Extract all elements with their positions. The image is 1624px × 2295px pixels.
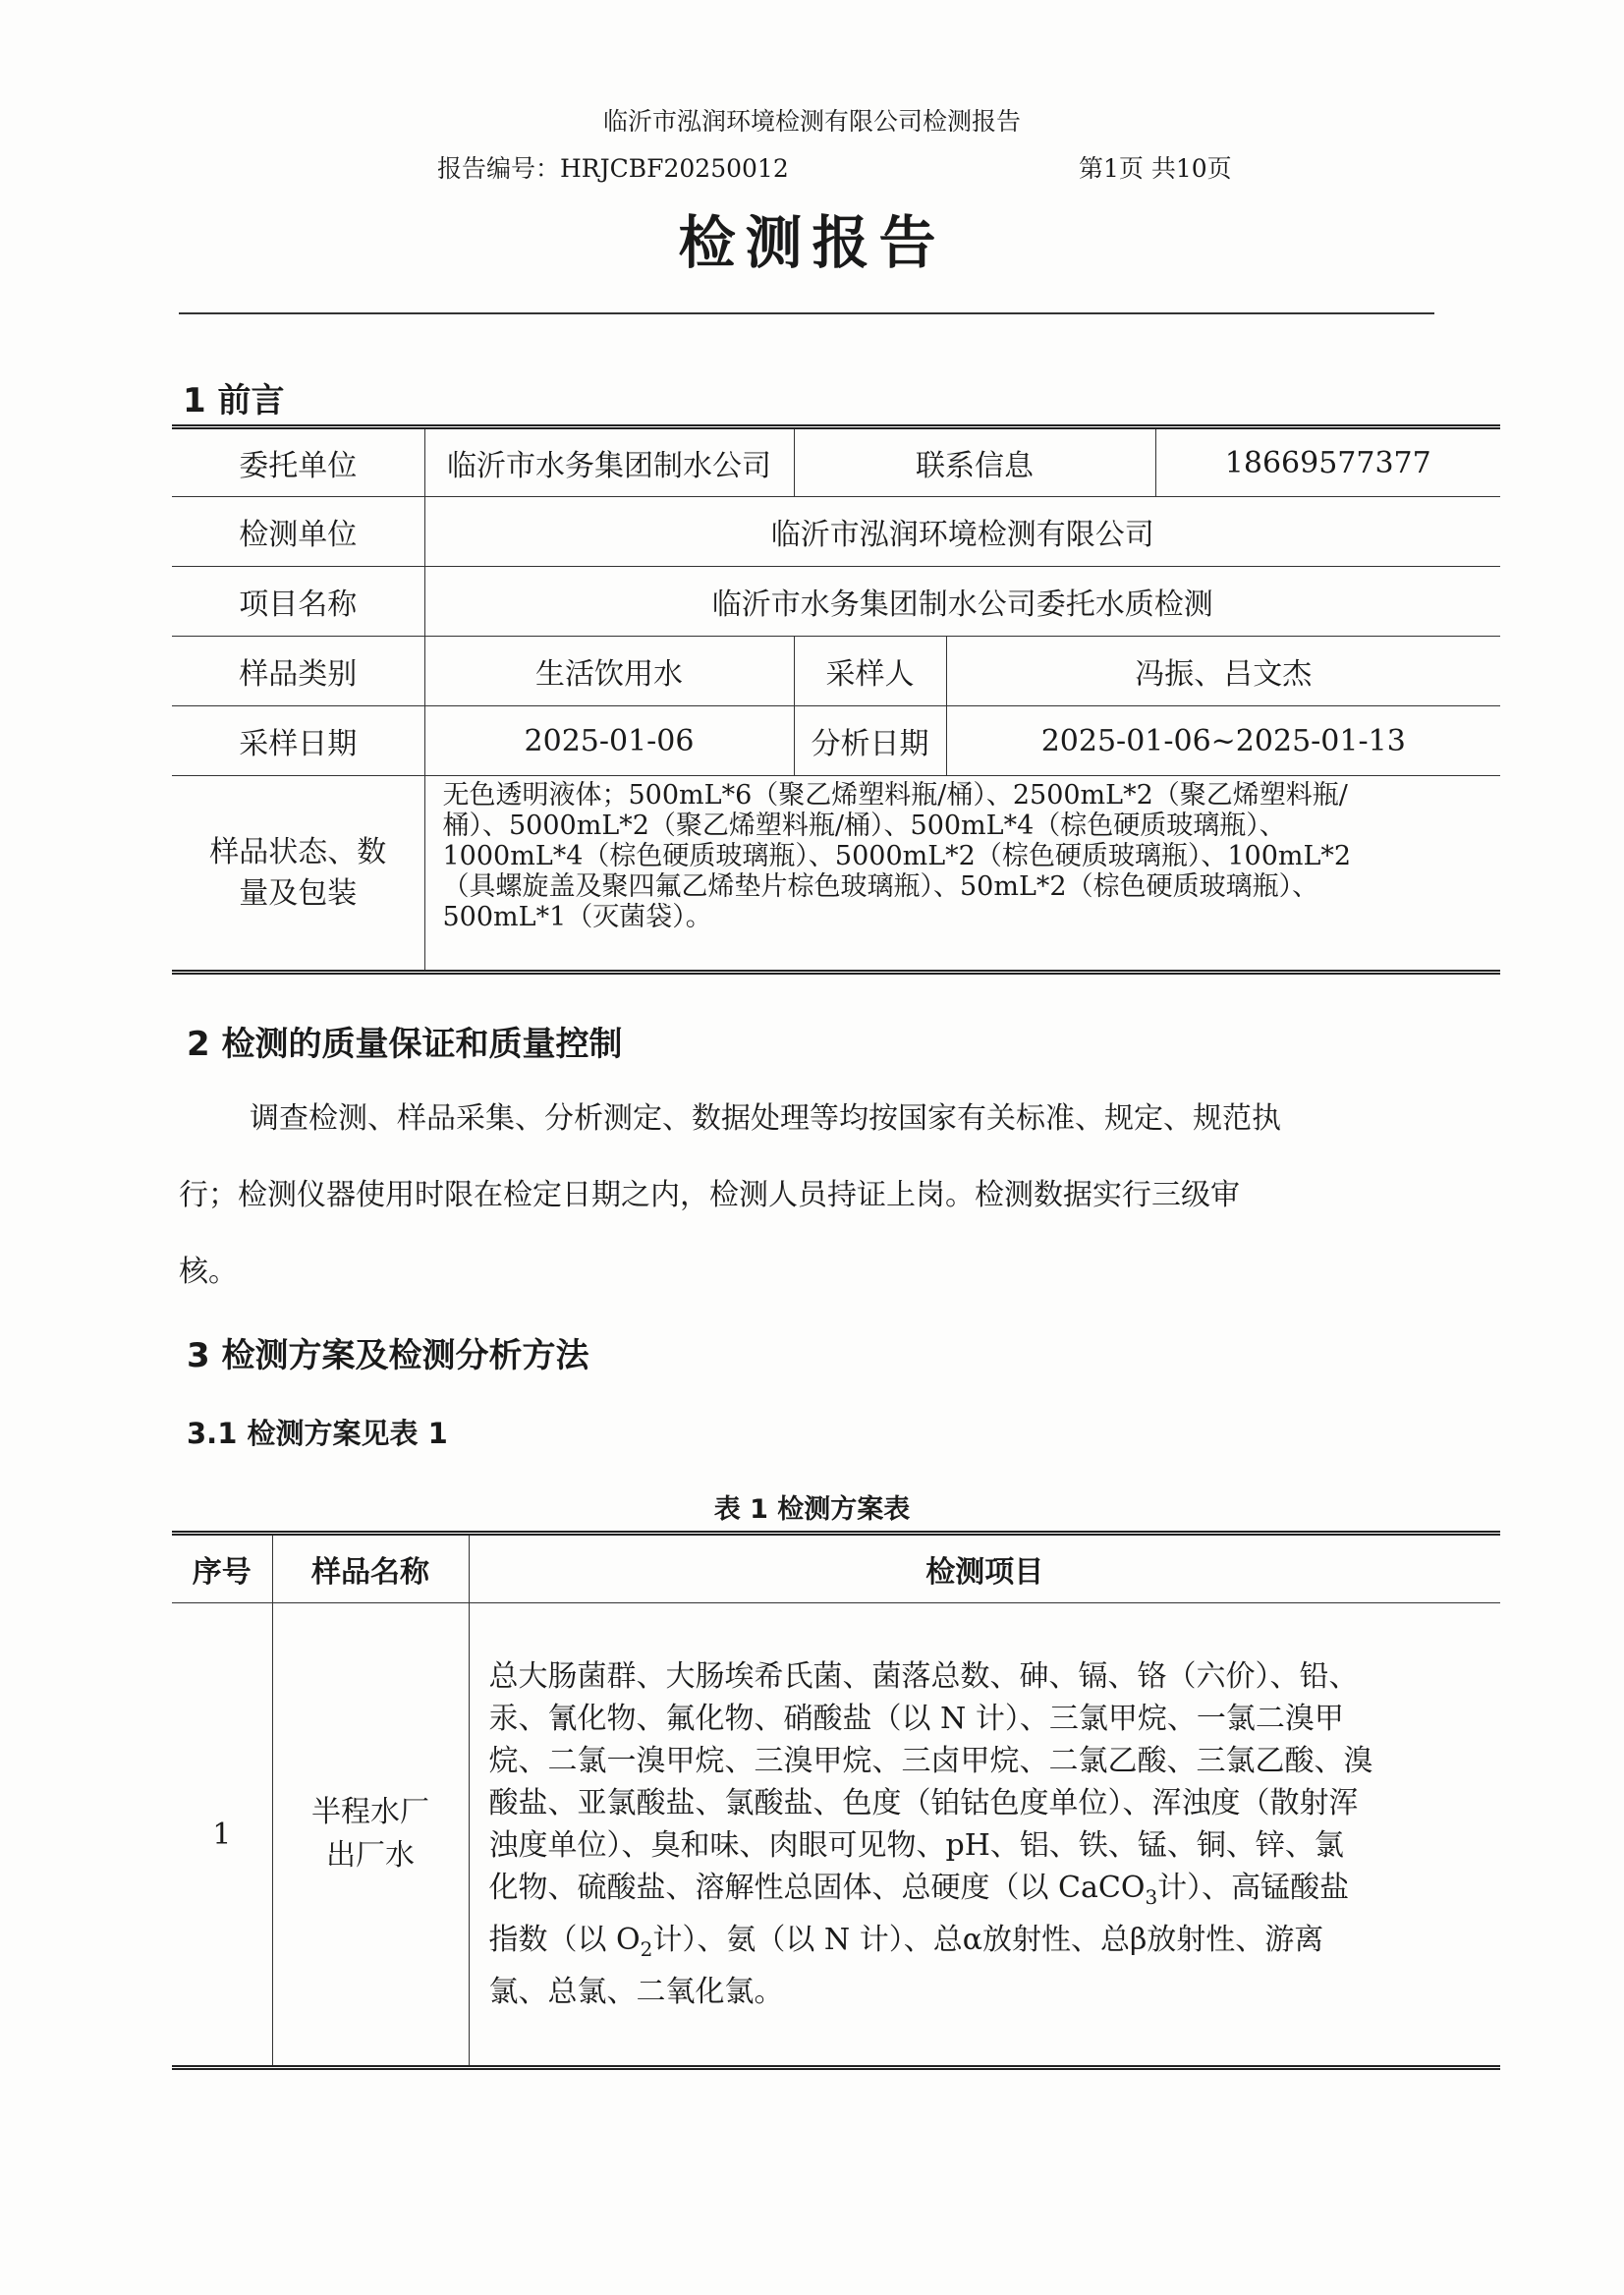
items-text: 计）、高锰酸盐 <box>1157 1871 1350 1905</box>
page-title: 检测报告 <box>678 209 946 276</box>
contact-value: 18669577377 <box>1155 427 1500 497</box>
sample-state-line: （具螺旋盖及聚四氟乙烯垫片棕色玻璃瓶）、50mL*2（棕色硬质玻璃瓶）、 <box>442 871 1319 902</box>
sample-name-line: 半程水厂 <box>311 1795 429 1829</box>
paragraph-line: 调查检测、样品采集、分析测定、数据处理等均按国家有关标准、规定、规范执 <box>250 1101 1281 1136</box>
table-row <box>172 1603 1500 2068</box>
contact-label: 联系信息 <box>794 427 1155 497</box>
sample-type-value: 生活饮用水 <box>424 637 794 706</box>
items-text: 化物、硫酸盐、溶解性总固体、总硬度（以 CaCO <box>488 1871 1146 1905</box>
project-value: 临沂市水务集团制水公司委托水质检测 <box>424 567 1500 637</box>
sample-state-line: 无色透明液体；500mL*6（聚乙烯塑料瓶/桶）、2500mL*2（聚乙烯塑料瓶/ <box>442 780 1348 811</box>
sample-type-label: 样品类别 <box>172 637 424 706</box>
col-header-items: 检测项目 <box>469 1534 1500 1603</box>
table-row <box>172 637 1500 706</box>
sample-state-line: 桶）、5000mL*2（聚乙烯塑料瓶/桶）、500mL*4（棕色硬质玻璃瓶）、 <box>442 811 1286 841</box>
subscript: 2 <box>640 1937 653 1961</box>
table-row <box>172 706 1500 776</box>
items-line: 浊度单位）、臭和味、肉眼可见物、pH、铝、铁、锰、铜、锌、氯 <box>488 1828 1344 1863</box>
sampling-date-value: 2025-01-06 <box>424 706 794 776</box>
sample-state-label <box>172 776 424 973</box>
page-number: 第1页 共10页 <box>1079 154 1232 183</box>
paragraph-line: 核。 <box>179 1255 238 1289</box>
table-row <box>172 776 1500 973</box>
paragraph-line: 行；检测仪器使用时限在检定日期之内，检测人员持证上岗。检测数据实行三级审 <box>179 1178 1240 1212</box>
client-value: 临沂市水务集团制水公司 <box>424 427 794 497</box>
items-line <box>489 1867 1482 1919</box>
report-number: 报告编号：HRJCBF20250012 <box>437 154 789 183</box>
sampler-value: 冯振、吕文杰 <box>946 637 1500 706</box>
row-sample <box>272 1603 469 2068</box>
sampler-label: 采样人 <box>794 637 946 706</box>
sample-state-label-line: 量及包装 <box>239 875 358 911</box>
row-no: 1 <box>172 1603 272 2068</box>
table-row <box>172 427 1500 497</box>
items-line: 酸盐、亚氯酸盐、氯酸盐、色度（铂钴色度单位）、浑浊度（散射浑 <box>488 1786 1359 1820</box>
section-1-heading: 1 前言 <box>183 381 285 420</box>
row-items <box>469 1603 1500 2068</box>
lab-label: 检测单位 <box>172 497 424 567</box>
items-line: 烷、二氯一溴甲烷、三溴甲烷、三卤甲烷、二氯乙酸、三氯乙酸、溴 <box>488 1744 1373 1778</box>
section-3-1-heading: 3.1 检测方案见表 1 <box>187 1417 448 1450</box>
section-2-heading: 2 检测的质量保证和质量控制 <box>187 1025 623 1064</box>
title-divider <box>179 312 1434 314</box>
org-report-title: 临沂市泓润环境检测有限公司检测报告 <box>602 107 1021 136</box>
items-text: 计）、氨（以 N 计）、总α放射性、总β放射性、游离 <box>652 1923 1324 1957</box>
table-caption: 表 1 检测方案表 <box>713 1494 911 1525</box>
lab-value: 临沂市泓润环境检测有限公司 <box>424 497 1500 567</box>
table-row <box>172 567 1500 637</box>
project-label: 项目名称 <box>172 567 424 637</box>
table-header-row <box>172 1534 1500 1603</box>
items-line <box>489 1919 1482 1971</box>
analysis-date-label: 分析日期 <box>794 706 946 776</box>
subscript: 3 <box>1145 1885 1158 1909</box>
sample-state-line: 500mL*1（灭菌袋）。 <box>442 902 712 932</box>
sample-name-line: 出厂水 <box>326 1838 415 1873</box>
items-line: 总大肠菌群、大肠埃希氏菌、菌落总数、砷、镉、铬（六价）、铅、 <box>488 1659 1359 1694</box>
section-3-heading: 3 检测方案及检测分析方法 <box>187 1336 589 1375</box>
test-plan-table <box>172 1531 1500 2070</box>
col-header-no: 序号 <box>172 1534 272 1603</box>
items-text: 指数（以 O <box>488 1923 641 1957</box>
items-line: 氯、总氯、二氧化氯。 <box>488 1975 784 2009</box>
client-label: 委托单位 <box>172 427 424 497</box>
sample-state-label-line: 样品状态、数 <box>209 834 387 869</box>
analysis-date-value: 2025-01-06~2025-01-13 <box>946 706 1500 776</box>
sample-state-value <box>424 776 1500 973</box>
quality-control-paragraph <box>179 1081 1446 1311</box>
sample-state-line: 1000mL*4（棕色硬质玻璃瓶）、5000mL*2（棕色硬质玻璃瓶）、100mL*2 <box>442 841 1352 871</box>
items-line: 汞、氰化物、氟化物、硝酸盐（以 N 计）、三氯甲烷、一氯二溴甲 <box>488 1702 1344 1736</box>
col-header-sample: 样品名称 <box>272 1534 469 1603</box>
sampling-date-label: 采样日期 <box>172 706 424 776</box>
preface-table <box>172 424 1500 975</box>
table-row <box>172 497 1500 567</box>
